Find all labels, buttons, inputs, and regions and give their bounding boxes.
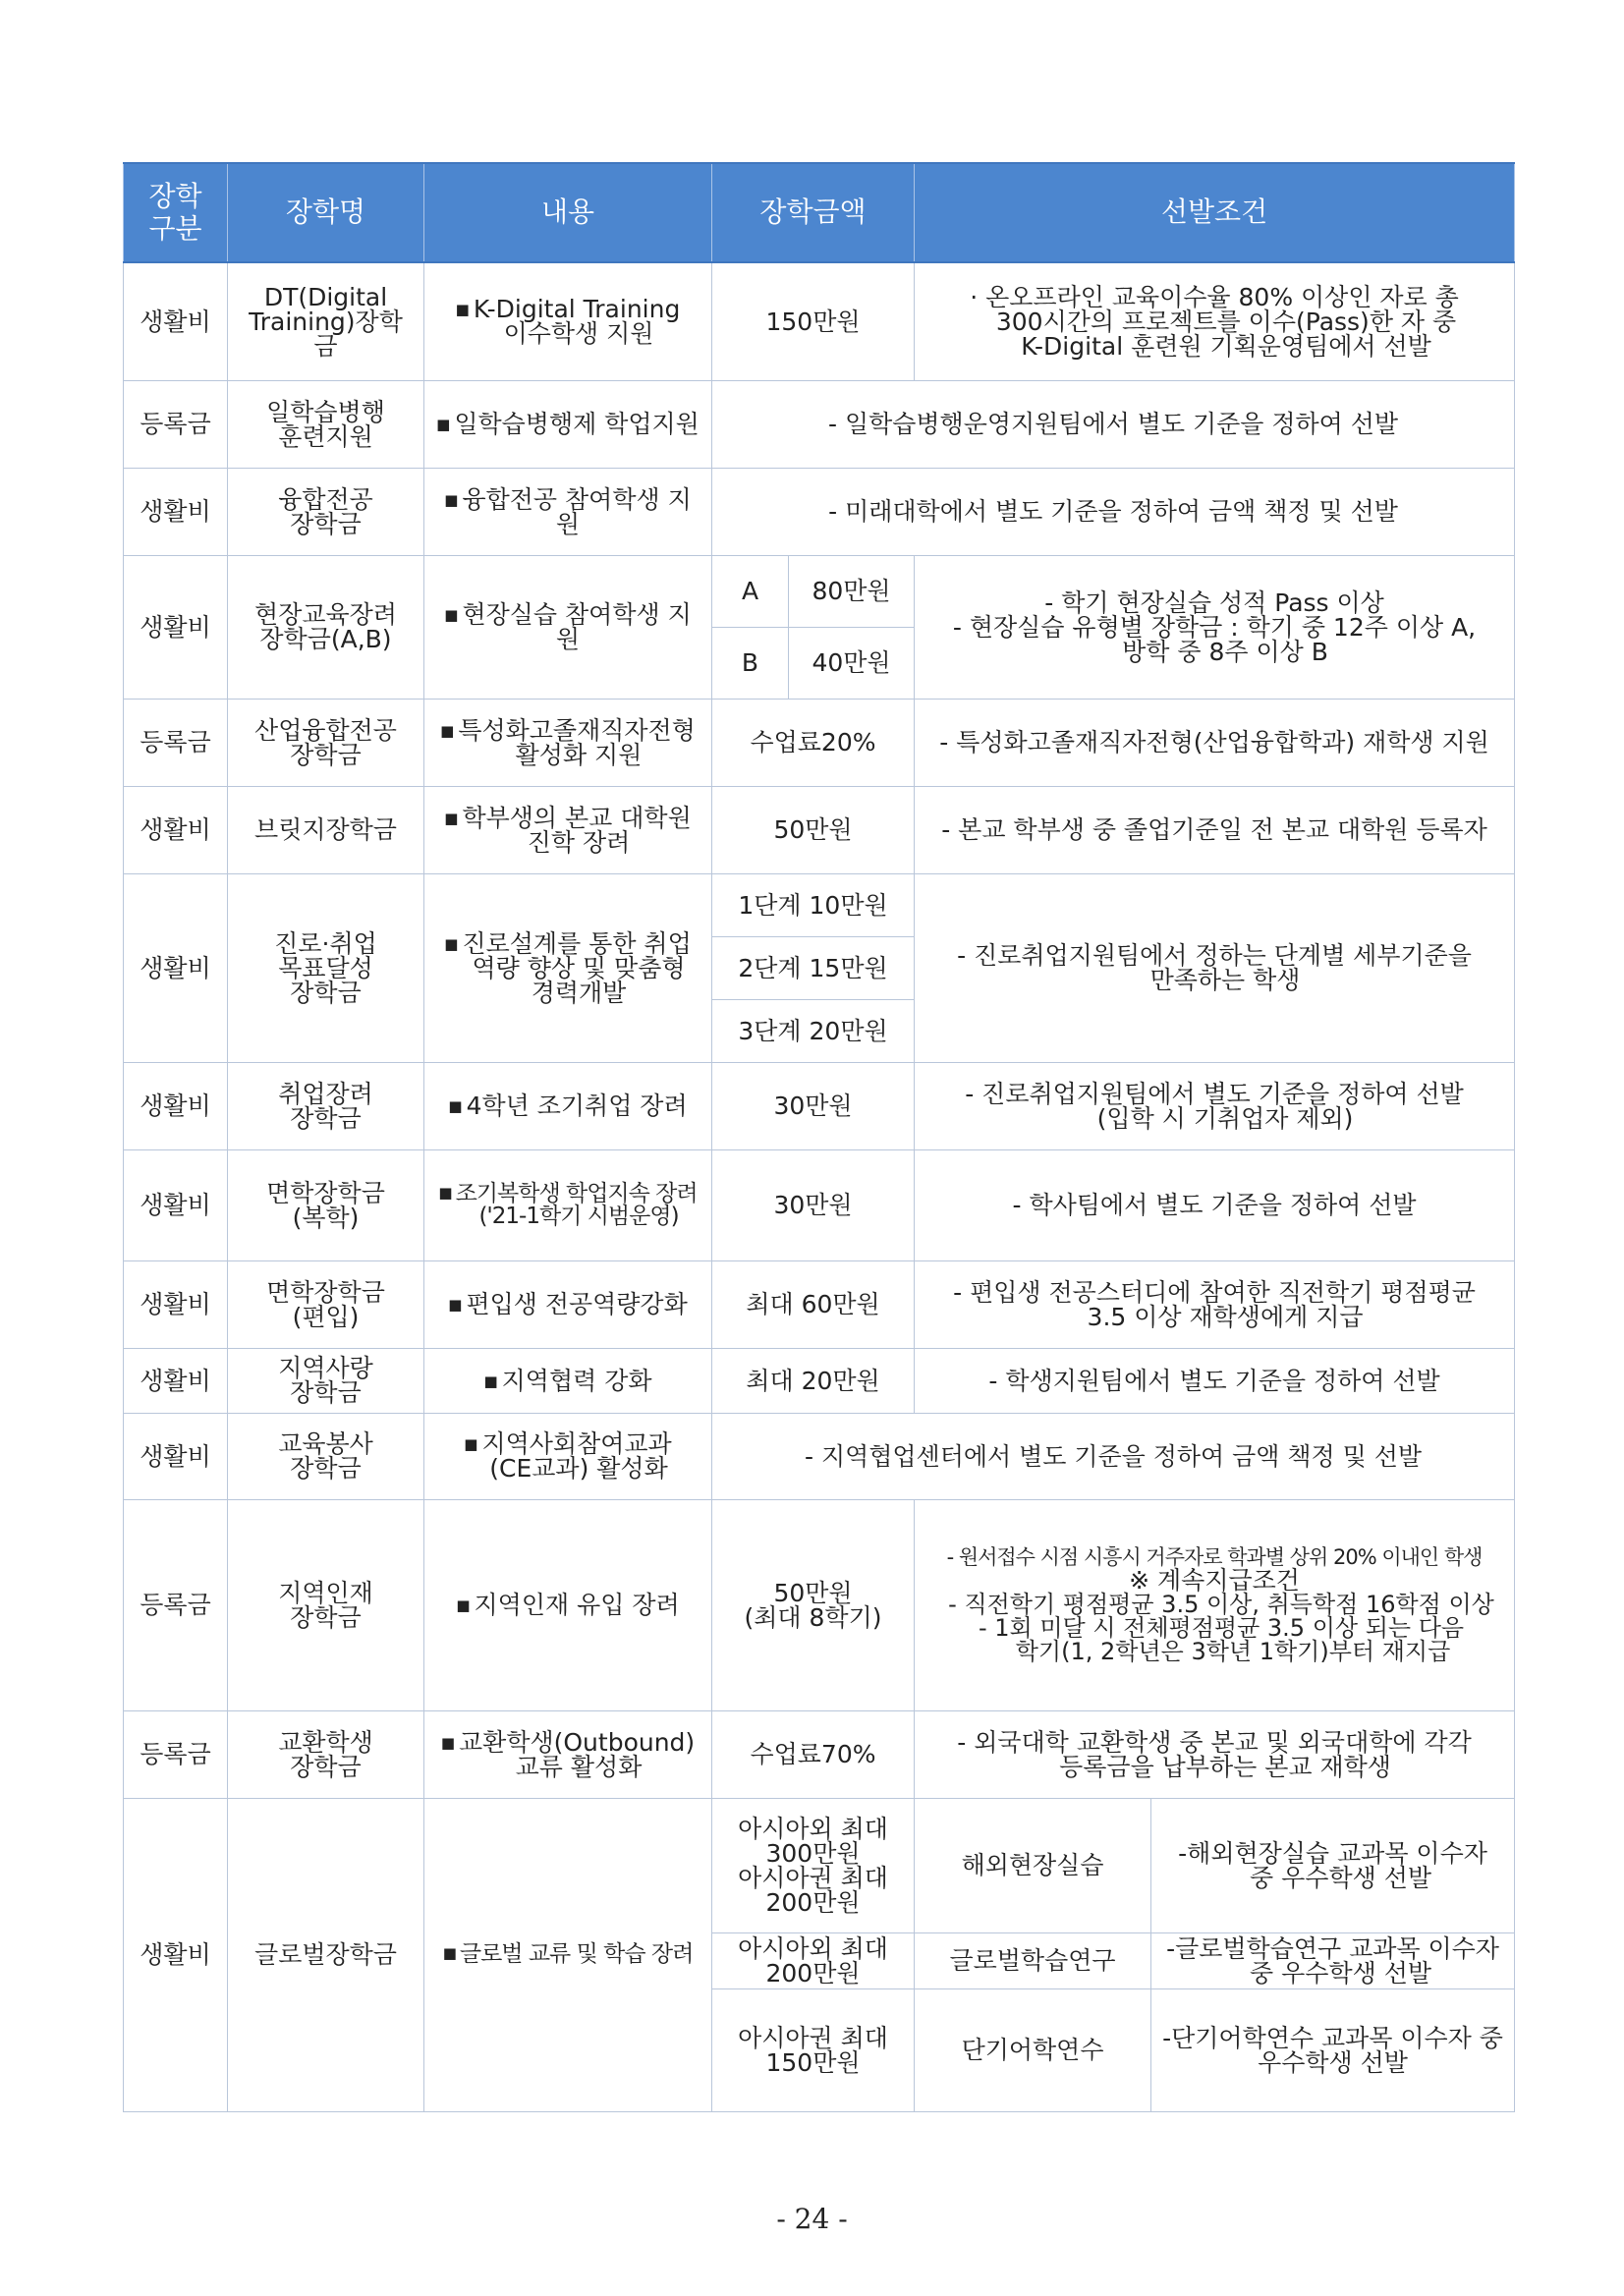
step-amount-cell: 2단계 15만원 bbox=[712, 936, 915, 999]
amount-cell: 50만원 (최대 8학기) bbox=[712, 1499, 915, 1710]
table-row bbox=[124, 1149, 1515, 1260]
category-cell: 등록금 bbox=[124, 1499, 228, 1710]
content-cell: ■ 4학년 조기취업 장려 bbox=[424, 1062, 712, 1149]
header-category: 장학 구분 bbox=[124, 163, 228, 262]
amount-cell: 40만원 bbox=[789, 627, 915, 699]
table-row bbox=[124, 262, 1515, 380]
condition-cell: - 진로취업지원팀에서 정하는 단계별 세부기준을 만족하는 학생 bbox=[915, 873, 1515, 1062]
category-cell: 생활비 bbox=[124, 1062, 228, 1149]
amount-cell: 최대 20만원 bbox=[712, 1348, 915, 1413]
condition-cell: - 진로취업지원팀에서 별도 기준을 정하여 선발 (입학 시 기취업자 제외) bbox=[915, 1062, 1515, 1149]
condition-cell: - 학사팀에서 별도 기준을 정하여 선발 bbox=[915, 1149, 1515, 1260]
condition-cell: - 일학습병행운영지원팀에서 별도 기준을 정하여 선발 bbox=[712, 380, 1515, 468]
table-row bbox=[124, 1710, 1515, 1798]
category-cell: 생활비 bbox=[124, 1260, 228, 1348]
grade-cell: B bbox=[712, 627, 789, 699]
header-content: 내용 bbox=[424, 163, 712, 262]
amount-cell: 최대 60만원 bbox=[712, 1260, 915, 1348]
content-cell: ■ K-Digital Training 이수학생 지원 bbox=[424, 262, 712, 380]
amount-cell: 50만원 bbox=[712, 786, 915, 873]
amount-cell: 아시아외 최대 300만원 아시아권 최대 200만원 bbox=[712, 1798, 915, 1932]
table-row bbox=[124, 1062, 1515, 1149]
table-row bbox=[124, 555, 1515, 627]
name-cell: 글로벌장학금 bbox=[228, 1798, 424, 2111]
name-cell: 브릿지장학금 bbox=[228, 786, 424, 873]
amount-cell: 수업료70% bbox=[712, 1710, 915, 1798]
amount-cell: 아시아외 최대 200만원 bbox=[712, 1932, 915, 1988]
content-cell: ■ 편입생 전공역량강화 bbox=[424, 1260, 712, 1348]
content-cell: ■ 일학습병행제 학업지원 bbox=[424, 380, 712, 468]
category-cell: 생활비 bbox=[124, 1413, 228, 1499]
grade-cell: A bbox=[712, 555, 789, 627]
condition-cell: - 지역협업센터에서 별도 기준을 정하여 금액 책정 및 선발 bbox=[712, 1413, 1515, 1499]
content-cell: ■ 지역협력 강화 bbox=[424, 1348, 712, 1413]
header-condition: 선발조건 bbox=[915, 163, 1515, 262]
table-row bbox=[124, 380, 1515, 468]
condition-cell: - 외국대학 교환학생 중 본교 및 외국대학에 각각 등록금을 납부하는 본교 재학생 bbox=[915, 1710, 1515, 1798]
content-cell: ■ 조기복학생 학업지속 장려 ('21-1학기 시범운영) bbox=[424, 1149, 712, 1260]
name-cell: 지역사랑 장학금 bbox=[228, 1348, 424, 1413]
condition-cell: - 미래대학에서 별도 기준을 정하여 금액 책정 및 선발 bbox=[712, 468, 1515, 555]
name-cell: 면학장학금 (복학) bbox=[228, 1149, 424, 1260]
program-cell: 단기어학연수 bbox=[915, 1988, 1151, 2111]
category-cell: 생활비 bbox=[124, 786, 228, 873]
name-cell: 일학습병행 훈련지원 bbox=[228, 380, 424, 468]
content-cell: ■ 융합전공 참여학생 지원 bbox=[424, 468, 712, 555]
step-amount-cell: 3단계 20만원 bbox=[712, 999, 915, 1062]
table-row bbox=[124, 1413, 1515, 1499]
name-cell: 진로·취업 목표달성 장학금 bbox=[228, 873, 424, 1062]
step-amount-cell: 1단계 10만원 bbox=[712, 873, 915, 936]
name-cell: 교육봉사 장학금 bbox=[228, 1413, 424, 1499]
name-cell: 지역인재 장학금 bbox=[228, 1499, 424, 1710]
name-cell: 면학장학금 (편입) bbox=[228, 1260, 424, 1348]
condition-cell: - 원서접수 시점 시흥시 거주자로 학과별 상위 20% 이내인 학생 ※ 계속지급조건 - 직전학기 평점평균 3.5 이상, 취득학점 16학점 이상 - 1회 미달 시 전체평점평균 3.5 이상 되는 다음 학기(1, 2학년은 3학년 1학기)부터 재지급 bbox=[915, 1499, 1515, 1710]
name-cell: 융합전공 장학금 bbox=[228, 468, 424, 555]
amount-cell: 80만원 bbox=[789, 555, 915, 627]
category-cell: 등록금 bbox=[124, 380, 228, 468]
category-cell: 생활비 bbox=[124, 1149, 228, 1260]
category-cell: 등록금 bbox=[124, 1710, 228, 1798]
table-row bbox=[124, 1260, 1515, 1348]
content-cell: ■ 글로벌 교류 및 학습 장려 bbox=[424, 1798, 712, 2111]
name-cell: 산업융합전공 장학금 bbox=[228, 699, 424, 786]
content-cell: ■ 교환학생(Outbound) 교류 활성화 bbox=[424, 1710, 712, 1798]
amount-cell: 수업료20% bbox=[712, 699, 915, 786]
category-cell: 생활비 bbox=[124, 1348, 228, 1413]
content-cell: ■ 지역인재 유입 장려 bbox=[424, 1499, 712, 1710]
name-cell: 현장교육장려 장학금(A,B) bbox=[228, 555, 424, 699]
content-cell: ■ 진로설계를 통한 취업 역량 향상 및 맞춤형 경력개발 bbox=[424, 873, 712, 1062]
category-cell: 등록금 bbox=[124, 699, 228, 786]
program-cell: 글로벌학습연구 bbox=[915, 1932, 1151, 1988]
content-cell: ■ 지역사회참여교과 (CE교과) 활성화 bbox=[424, 1413, 712, 1499]
content-cell: ■ 특성화고졸재직자전형 활성화 지원 bbox=[424, 699, 712, 786]
condition-cell: -단기어학연수 교과목 이수자 중 우수학생 선발 bbox=[1151, 1988, 1515, 2111]
condition-cell: - 학기 현장실습 성적 Pass 이상 - 현장실습 유형별 장학금 : 학기 중 12주 이상 A, 방학 중 8주 이상 B bbox=[915, 555, 1515, 699]
condition-cell: -해외현장실습 교과목 이수자 중 우수학생 선발 bbox=[1151, 1798, 1515, 1932]
condition-cell: - 본교 학부생 중 졸업기준일 전 본교 대학원 등록자 bbox=[915, 786, 1515, 873]
amount-cell: 아시아권 최대 150만원 bbox=[712, 1988, 915, 2111]
condition-cell: · 온오프라인 교육이수율 80% 이상인 자로 총 300시간의 프로젝트를 이수(Pass)한 자 중 K-Digital 훈련원 기획운영팀에서 선발 bbox=[915, 262, 1515, 380]
name-cell: DT(Digital Training)장학금 bbox=[228, 262, 424, 380]
content-cell: ■ 학부생의 본교 대학원 진학 장려 bbox=[424, 786, 712, 873]
condition-cell: - 편입생 전공스터디에 참여한 직전학기 평점평균 3.5 이상 재학생에게 지급 bbox=[915, 1260, 1515, 1348]
header-name: 장학명 bbox=[228, 163, 424, 262]
condition-cell: -글로벌학습연구 교과목 이수자 중 우수학생 선발 bbox=[1151, 1932, 1515, 1988]
table-row bbox=[124, 786, 1515, 873]
table-header-row bbox=[124, 163, 1515, 262]
category-cell: 생활비 bbox=[124, 1798, 228, 2111]
condition-cell: - 특성화고졸재직자전형(산업융합학과) 재학생 지원 bbox=[915, 699, 1515, 786]
table-row bbox=[124, 1348, 1515, 1413]
table-row bbox=[124, 873, 1515, 936]
category-cell: 생활비 bbox=[124, 468, 228, 555]
category-cell: 생활비 bbox=[124, 555, 228, 699]
program-cell: 해외현장실습 bbox=[915, 1798, 1151, 1932]
amount-cell: 150만원 bbox=[712, 262, 915, 380]
category-cell: 생활비 bbox=[124, 873, 228, 1062]
table-row bbox=[124, 468, 1515, 555]
page-number: - 24 - bbox=[776, 2203, 848, 2235]
header-amount: 장학금액 bbox=[712, 163, 915, 262]
table-row bbox=[124, 1499, 1515, 1710]
condition-cell: - 학생지원팀에서 별도 기준을 정하여 선발 bbox=[915, 1348, 1515, 1413]
amount-cell: 30만원 bbox=[712, 1149, 915, 1260]
table-row bbox=[124, 699, 1515, 786]
table-row bbox=[124, 1798, 1515, 1932]
content-cell: ■ 현장실습 참여학생 지원 bbox=[424, 555, 712, 699]
scholarship-table bbox=[123, 162, 1515, 2112]
amount-cell: 30만원 bbox=[712, 1062, 915, 1149]
category-cell: 생활비 bbox=[124, 262, 228, 380]
name-cell: 취업장려 장학금 bbox=[228, 1062, 424, 1149]
name-cell: 교환학생 장학금 bbox=[228, 1710, 424, 1798]
